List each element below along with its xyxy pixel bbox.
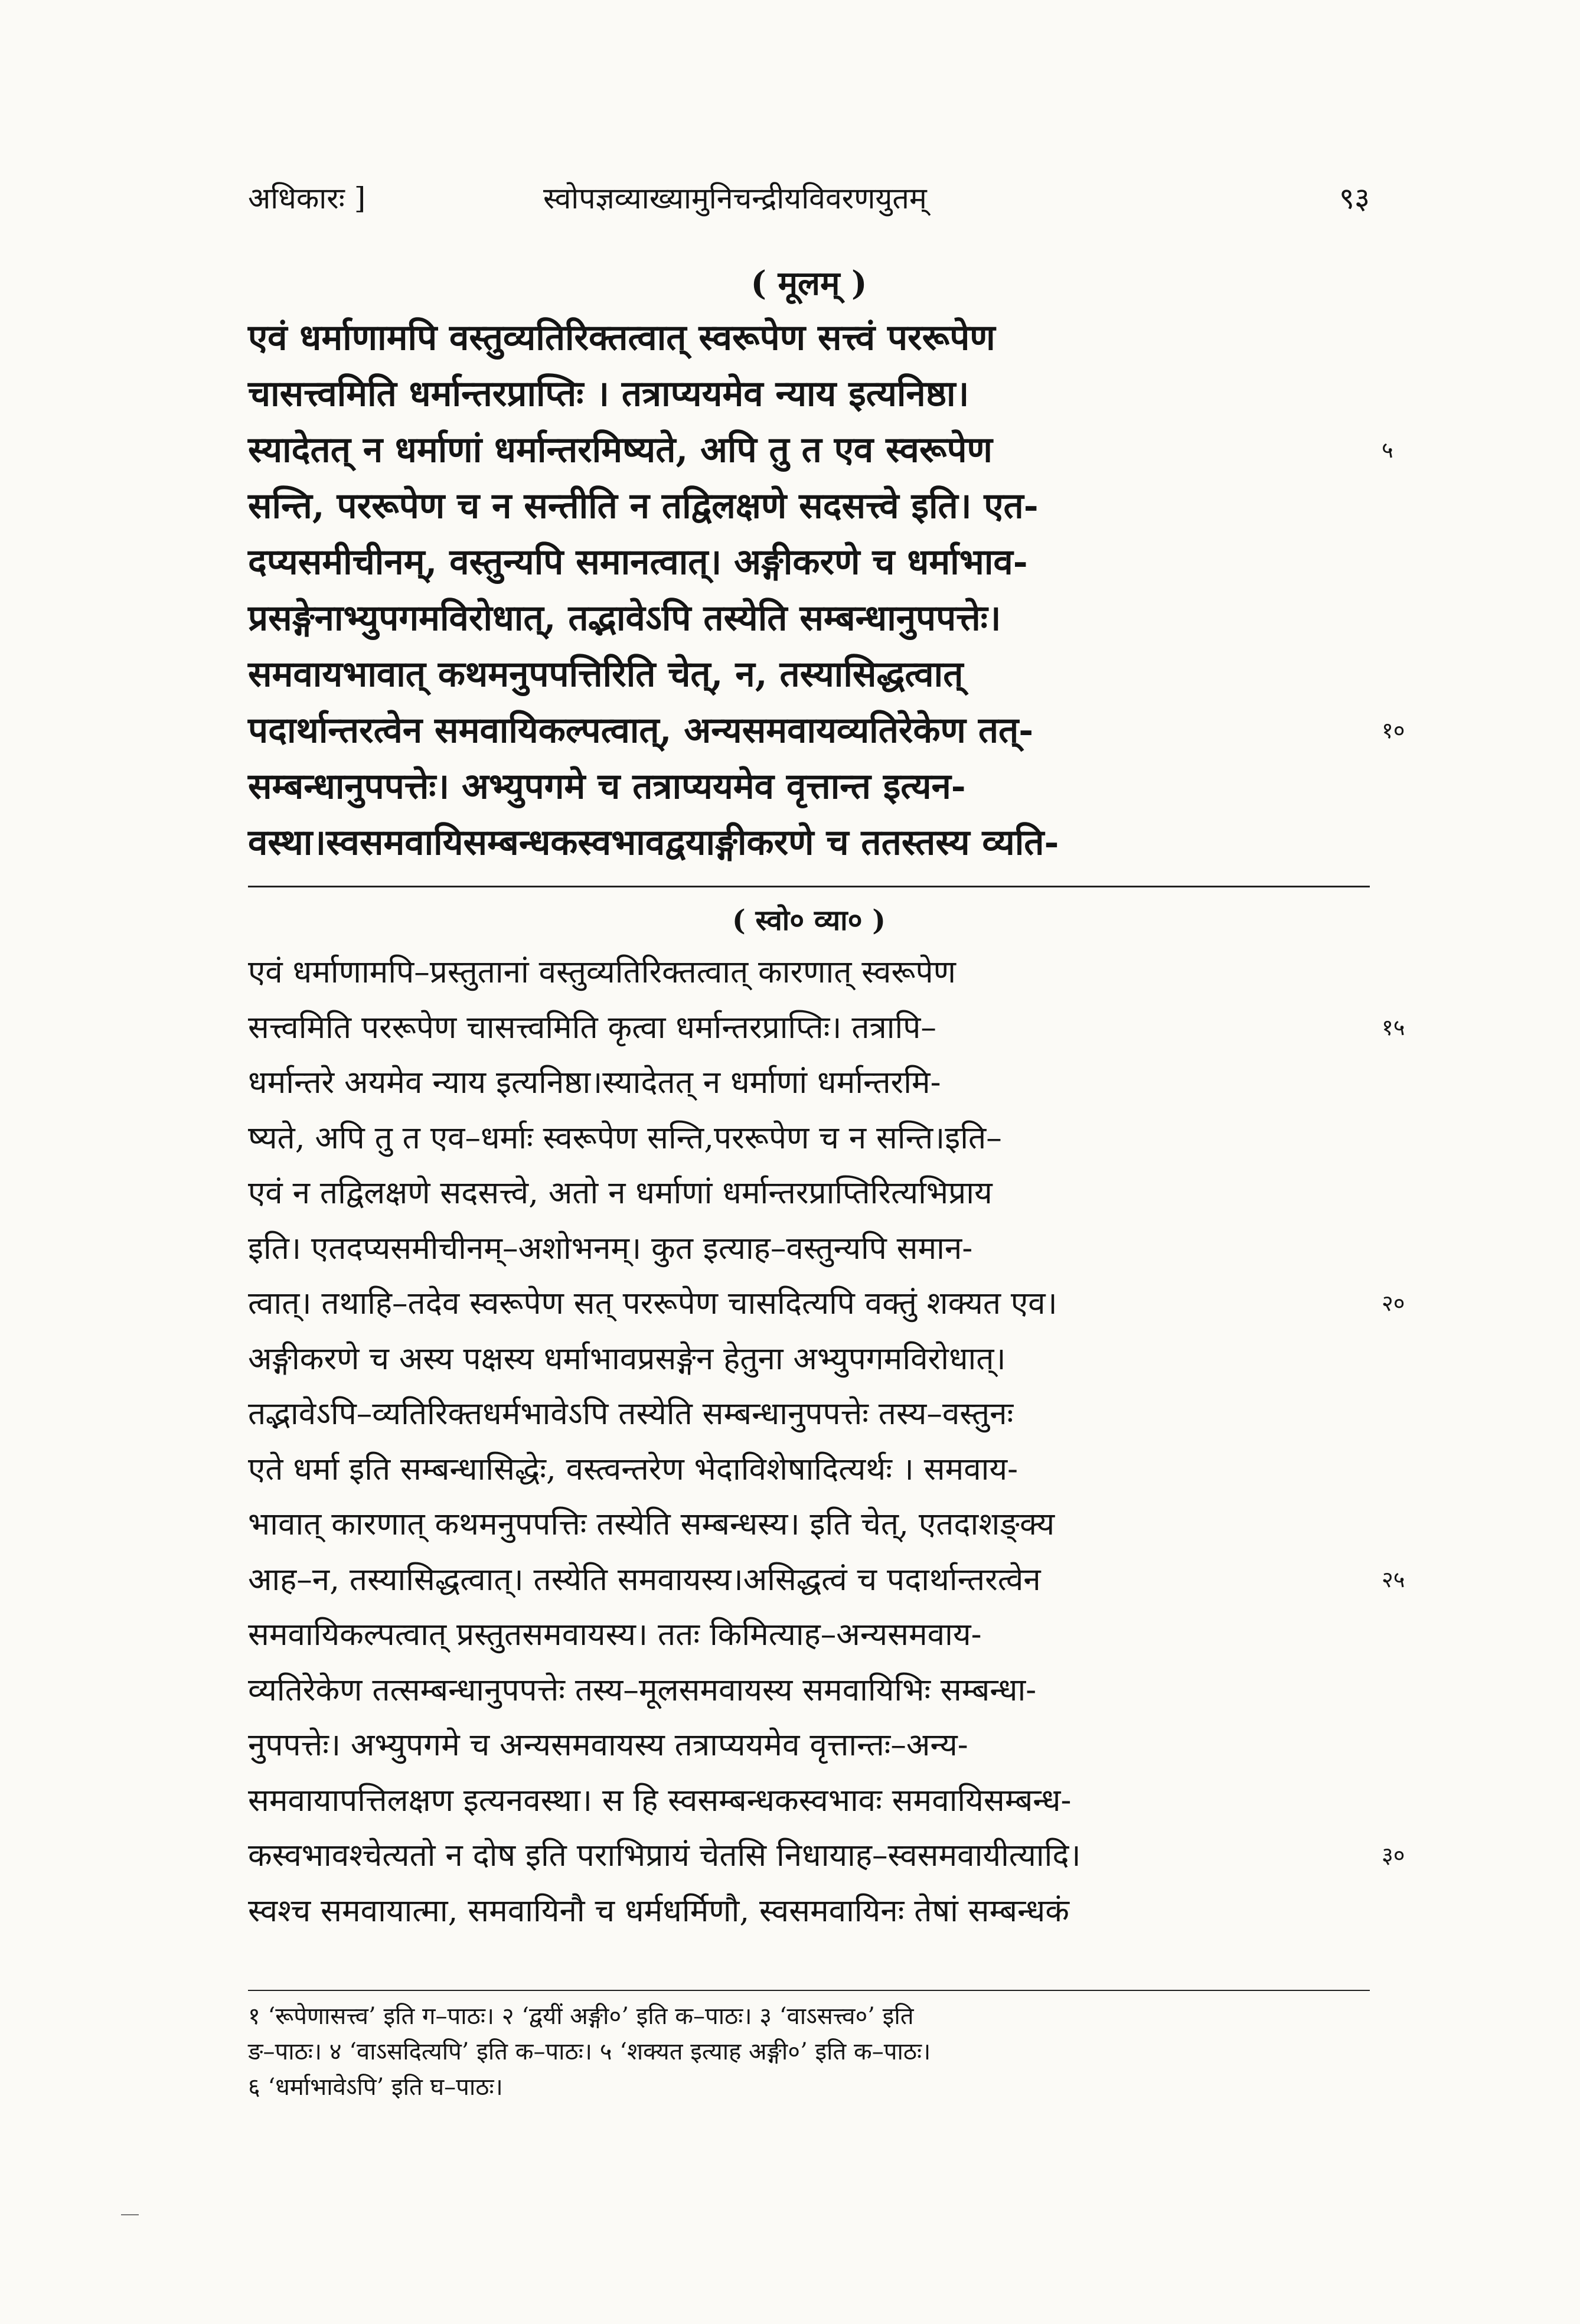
mool-line <box>248 815 1370 871</box>
line-text: स्यादेतत् न धर्माणां धर्मान्तरमिष्यते, अपि तु त एव स्वरूपेण <box>248 429 993 471</box>
commentary-line <box>248 1938 1370 1994</box>
line-number: २० <box>1382 1290 1405 1316</box>
line-text: कस्वभावश्चेत्यतो न दोष इति पराभिप्रायं चेतसि निधायाह–स्वसमवायीत्यादि। <box>248 1837 1081 1873</box>
mool-line <box>248 534 1370 590</box>
line-text: त्वात्। तथाहि–तदेव स्वरूपेण सत् पररूपेण चासदित्यपि वक्तुं शक्यत एव। <box>248 1285 1057 1321</box>
line-number: १५ <box>1382 1014 1405 1040</box>
line-number: ५ <box>1382 437 1393 463</box>
mool-section-title: ( मूलम् ) <box>750 264 867 303</box>
line-text: दप्यसमीचीनम्, वस्तुन्यपि समानत्वात्। अङ्गीकरणे च धर्माभाव- <box>248 541 1028 583</box>
commentary-line <box>248 1828 1405 1884</box>
line-text: धर्मान्तरे अयमेव न्याय इत्यनिष्ठा।स्यादेतत् न धर्माणां धर्मान्तरमि- <box>248 1065 941 1101</box>
mool-line <box>248 422 1393 478</box>
footnote-line: १ ‘रूपेणासत्त्व’ इति ग–पाठः। २ ‘द्वयीं अङ्गी०’ इति क–पाठः। ३ ‘वाऽसत्त्व०’ इति <box>248 2003 914 2030</box>
mool-line <box>248 759 1370 815</box>
line-text: इति। एतदप्यसमीचीनम्–अशोभनम्। कुत इत्याह–वस्तुन्यपि समान- <box>248 1230 973 1267</box>
line-text: अङ्गीकरणे च अस्य पक्षस्य धर्माभावप्रसङ्गेन हेतुना अभ्युपगमविरोधात्। <box>248 1340 1006 1377</box>
section-divider <box>248 886 1370 887</box>
mool-line <box>248 647 1370 703</box>
commentary-line <box>248 1000 1405 1056</box>
footnotes <box>248 1999 1370 2105</box>
commentary-section-title: ( स्वो० व्या० ) <box>732 904 886 937</box>
line-text: एवं धर्माणामपि वस्तुव्यतिरिक्तत्वात् स्वरूपेण सत्त्वं पररूपेण <box>248 317 995 358</box>
margin-mark <box>121 2214 139 2215</box>
mool-line <box>248 478 1370 534</box>
line-number: ३० <box>1382 1842 1405 1868</box>
commentary-line <box>248 1607 1370 1663</box>
line-text: नुपपत्तेः। अभ्युपगमे च अन्यसमवायस्य तत्राप्ययमेव वृत्तान्तः–अन्य- <box>248 1727 968 1763</box>
line-number: १० <box>1382 717 1405 743</box>
line-text: चासत्त्वमिति धर्मान्तरप्राप्तिः । तत्राप्ययमेव न्याय इत्यनिष्ठा। <box>248 373 969 414</box>
line-text: समवायभावात् कथमनुपपत्तिरिति चेत्, न, तस्यासिद्धत्वात् <box>248 654 964 695</box>
commentary-line <box>248 1773 1370 1829</box>
chapter-label: अधिकारः ] <box>248 181 366 216</box>
line-text: भावात् कारणात् कथमनुपपत्तिः तस्येति सम्बन्धस्य। इति चेत्, एतदाशङ्क्य <box>248 1506 1055 1542</box>
line-text: सन्ति, पररूपेण च न सन्तीति न तद्विलक्षणे सदसत्त्वे इति। एत- <box>248 485 1039 527</box>
commentary-line <box>248 1331 1370 1387</box>
line-text: एते धर्मा इति सम्बन्धासिद्धेः, वस्त्वन्तरेण भेदाविशेषादित्यर्थः । समवाय- <box>248 1451 1018 1487</box>
commentary-line <box>248 1884 1370 1939</box>
line-number: २५ <box>1382 1566 1405 1592</box>
line-text: वस्था।स्वसमवायिसम्बन्धकस्वभावद्वयाङ्गीकरणे च ततस्तस्य व्यति- <box>248 822 1059 863</box>
commentary-line <box>248 1497 1370 1552</box>
commentary-text <box>248 945 1405 1994</box>
commentary-line <box>248 1166 1370 1221</box>
book-title: स्वोपज्ञव्याख्यामुनिचन्द्रीयविवरणयुतम् <box>543 181 927 216</box>
commentary-line <box>248 945 1370 1000</box>
commentary-line <box>248 1718 1370 1773</box>
footnote-divider <box>248 1990 1370 1991</box>
line-text: तद्भावेऽपि–व्यतिरिक्तधर्मभावेऽपि तस्येति सम्बन्धानुपपत्तेः तस्य–वस्तुनः <box>248 1396 1014 1432</box>
commentary-line <box>248 1663 1370 1718</box>
mool-text <box>248 310 1405 871</box>
commentary-line <box>248 1055 1370 1111</box>
line-text: समवायिकल्पत्वात् प्रस्तुतसमवायस्य। ततः किमित्याह–अन्यसमवाय- <box>248 1617 982 1653</box>
running-head <box>248 177 1370 218</box>
line-text: सम्बन्धानुपपत्तेः। अभ्युपगमे च तत्राप्ययमेव वृत्तान्त इत्यन- <box>248 766 966 807</box>
line-text: एवं न तद्विलक्षणे सदसत्त्वे, अतो न धर्माणां धर्मान्तरप्राप्तिरित्यभिप्राय <box>248 1175 993 1211</box>
line-text: एवं धर्माणामपि–प्रस्तुतानां वस्तुव्यतिरिक्तत्वात् कारणात् स्वरूपेण <box>248 954 956 990</box>
line-text: पदार्थान्तरत्वेन समवायिकल्पत्वात्, अन्यसमवायव्यतिरेकेण तत्- <box>248 710 1034 751</box>
page-number: ९३ <box>1339 181 1370 216</box>
footnote-line: ङ–पाठः। ४ ‘वाऽसदित्यपि’ इति क–पाठः। ५ ‘शक्यत इत्याह अङ्गी०’ इति क–पाठः। <box>248 2038 931 2065</box>
line-text: व्यतिरेकेण तत्सम्बन्धानुपपत्तेः तस्य–मूलसमवायस्य समवायिभिः सम्बन्धा- <box>248 1672 1037 1708</box>
commentary-line <box>248 1386 1370 1442</box>
mool-line <box>248 703 1405 759</box>
footnote-line: ६ ‘धर्माभावेऽपि’ इति घ–पाठः। <box>248 2074 503 2101</box>
commentary-line <box>248 1111 1370 1166</box>
mool-line <box>248 590 1370 647</box>
mool-line <box>248 310 1370 366</box>
line-text: आह–न, तस्यासिद्धत्वात्। तस्येति समवायस्य।असिद्धत्वं च पदार्थान्तरत्वेन <box>248 1561 1041 1598</box>
line-text: सत्त्वमिति पररूपेण चासत्त्वमिति कृत्वा धर्मान्तरप्राप्तिः। तत्रापि– <box>248 1009 936 1046</box>
mool-line <box>248 366 1370 422</box>
line-text: स्वश्च समवायात्मा, समवायिनौ च धर्मधर्मिणौ, स्वसमवायिनः तेषां सम्बन्धकं <box>248 1892 1069 1929</box>
commentary-line <box>248 1221 1370 1277</box>
line-text: ष्यते, अपि तु त एव–धर्माः स्वरूपेण सन्ति,पररूपेण च न सन्ति।इति– <box>248 1119 1002 1156</box>
commentary-line <box>248 1276 1405 1331</box>
line-text: समवायापत्तिलक्षण इत्यनवस्था। स हि स्वसम्बन्धकस्वभावः समवायिसम्बन्ध- <box>248 1782 1072 1819</box>
commentary-line <box>248 1442 1370 1497</box>
commentary-line <box>248 1552 1405 1608</box>
line-text: प्रसङ्गेनाभ्युपगमविरोधात्, तद्भावेऽपि तस्येति सम्बन्धानुपपत्तेः। <box>248 598 1001 639</box>
